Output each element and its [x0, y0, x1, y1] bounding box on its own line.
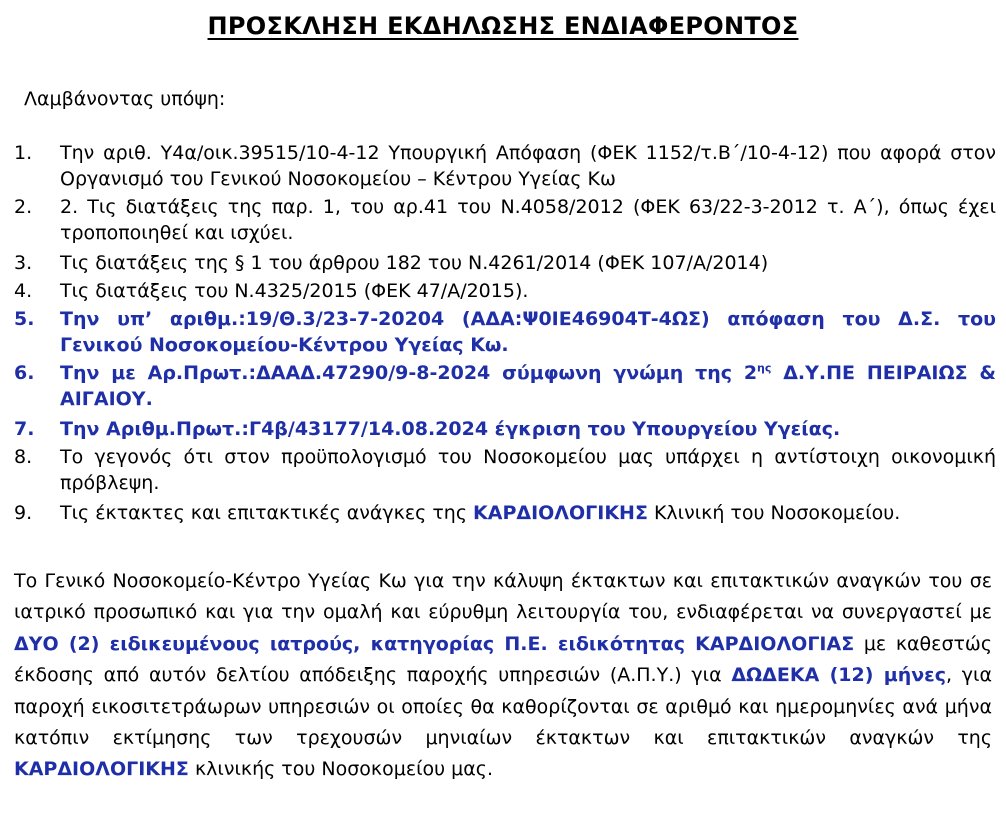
document-title [0, 12, 1006, 40]
item-number: 1. [14, 142, 33, 164]
list-item-4 [14, 278, 996, 304]
paragraph-bold-clinic: ΚΑΡΔΙΟΛΟΓΙΚΗΣ [14, 758, 189, 781]
paragraph-bold-months: ΔΩΔΕΚΑ (12) μήνες [731, 664, 947, 687]
list-item-7 [14, 416, 996, 442]
list-item-8 [14, 444, 996, 496]
item-text-pre: Τις έκτακτες και επιτακτικές ανάγκες της [60, 502, 474, 524]
item-text: 2. Τις διατάξεις της παρ. 1, του αρ.41 του Ν.4058/2012 (ΦΕΚ 63/22-3-2012 τ. Α΄), όπως έχει τροποποιηθεί και ισχύει. [60, 196, 996, 244]
item-text-pre: Την με Αρ.Πρωτ.:ΔΑΑΔ.47290/9-8-2024 σύμφωνη γνώμη της 2 [60, 362, 758, 384]
item-text-bold: ΚΑΡΔΙΟΛΟΓΙΚΗΣ [473, 502, 648, 524]
paragraph-bold-doctors: ΔΥΟ (2) ειδικευμένους ιατρούς, κατηγορίας Π.Ε. ειδικότητας ΚΑΡΔΙΟΛΟΓΙΑΣ [14, 632, 855, 655]
paragraph-part-1: Το Γενικό Νοσοκομείο-Κέντρο Υγείας Κω για την κάλυψη έκτακτων και επιτακτικών αναγκών του σε ιατρικό προσωπικό και για την ομαλή και εύρυθμη λειτουργία του, ενδιαφέρεται να συνεργαστεί με [14, 570, 992, 624]
item-text: Τις διατάξεις της § 1 του άρθρου 182 του Ν.4261/2014 (ΦΕΚ 107/Α/2014) [60, 252, 769, 274]
item-number: 2. [14, 196, 33, 218]
item-number: 3. [14, 252, 33, 274]
paragraph-part-2: με καθεστώς έκδοσης από αυτόν δελτίου απόδειξης παροχής υπηρεσιών (Α.Π.Υ.) για [14, 632, 992, 687]
list-item-2 [14, 194, 996, 246]
item-text: Την Αριθμ.Πρωτ.:Γ4β/43177/14.08.2024 έγκριση του Υπουργείου Υγείας. [60, 418, 841, 440]
item-text: Την υπ’ αριθμ.:19/Θ.3/23-7-20204 (ΑΔΑ:Ψ0ΙΕ46904Τ-4ΩΣ) απόφαση του Δ.Σ. του Γενικού Νοσοκομείου-Κέντρου Υγείας Κω. [60, 308, 996, 356]
list-item-9 [14, 500, 996, 526]
item-number: 7. [14, 418, 35, 440]
item-text-post: Δ.Υ.ΠΕ ΠΕΙΡΑΙΩΣ & ΑΙΓΑΙΟΥ. [60, 362, 996, 410]
item-text-sup: ης [757, 361, 772, 375]
document-title-text: ΠΡΟΣΚΛΗΣΗ ΕΚΔΗΛΩΣΗΣ ΕΝΔΙΑΦΕΡΟΝΤΟΣ [207, 12, 799, 40]
list-item-1 [14, 140, 996, 192]
item-text: Την αριθ. Υ4α/οικ.39515/10-4-12 Υπουργική Απόφαση (ΦΕΚ 1152/τ.Β΄/10-4-12) που αφορά στον Οργανισμό του Γενικού Νοσοκομείου – Κέντρου Υγείας Κω [60, 142, 996, 190]
paragraph-part-4: κλινικής του Νοσοκομείου μας. [188, 758, 493, 781]
item-number: 4. [14, 280, 33, 302]
list-item-3 [14, 250, 996, 276]
item-text: Τις διατάξεις του Ν.4325/2015 (ΦΕΚ 47/Α/2015). [60, 280, 529, 302]
list-item-6 [14, 360, 996, 412]
intro-text: Λαμβάνοντας υπόψη: [24, 88, 226, 110]
main-paragraph [14, 566, 992, 786]
list-item-5 [14, 306, 996, 358]
item-number: 5. [14, 308, 35, 330]
paragraph-part-3: , για παροχή εικοσιτετράωρων υπηρεσιών οι οποίες θα καθορίζονται σε αριθμό και ημερομηνίες ανά μήνα κατόπιν εκτίμησης των τρεχουσών μηνιαίων έκτακτων και επιτακτικών αναγκών της [14, 664, 992, 750]
item-number: 6. [14, 362, 35, 384]
item-number: 8. [14, 446, 33, 468]
item-text: Το γεγονός ότι στον προϋπολογισμό του Νοσοκομείου μας υπάρχει η αντίστοιχη οικονομική πρόβλεψη. [60, 446, 996, 494]
item-number: 9. [14, 502, 33, 524]
considerations-list [14, 140, 996, 526]
item-text-post: Κλινική του Νοσοκομείου. [647, 502, 901, 524]
